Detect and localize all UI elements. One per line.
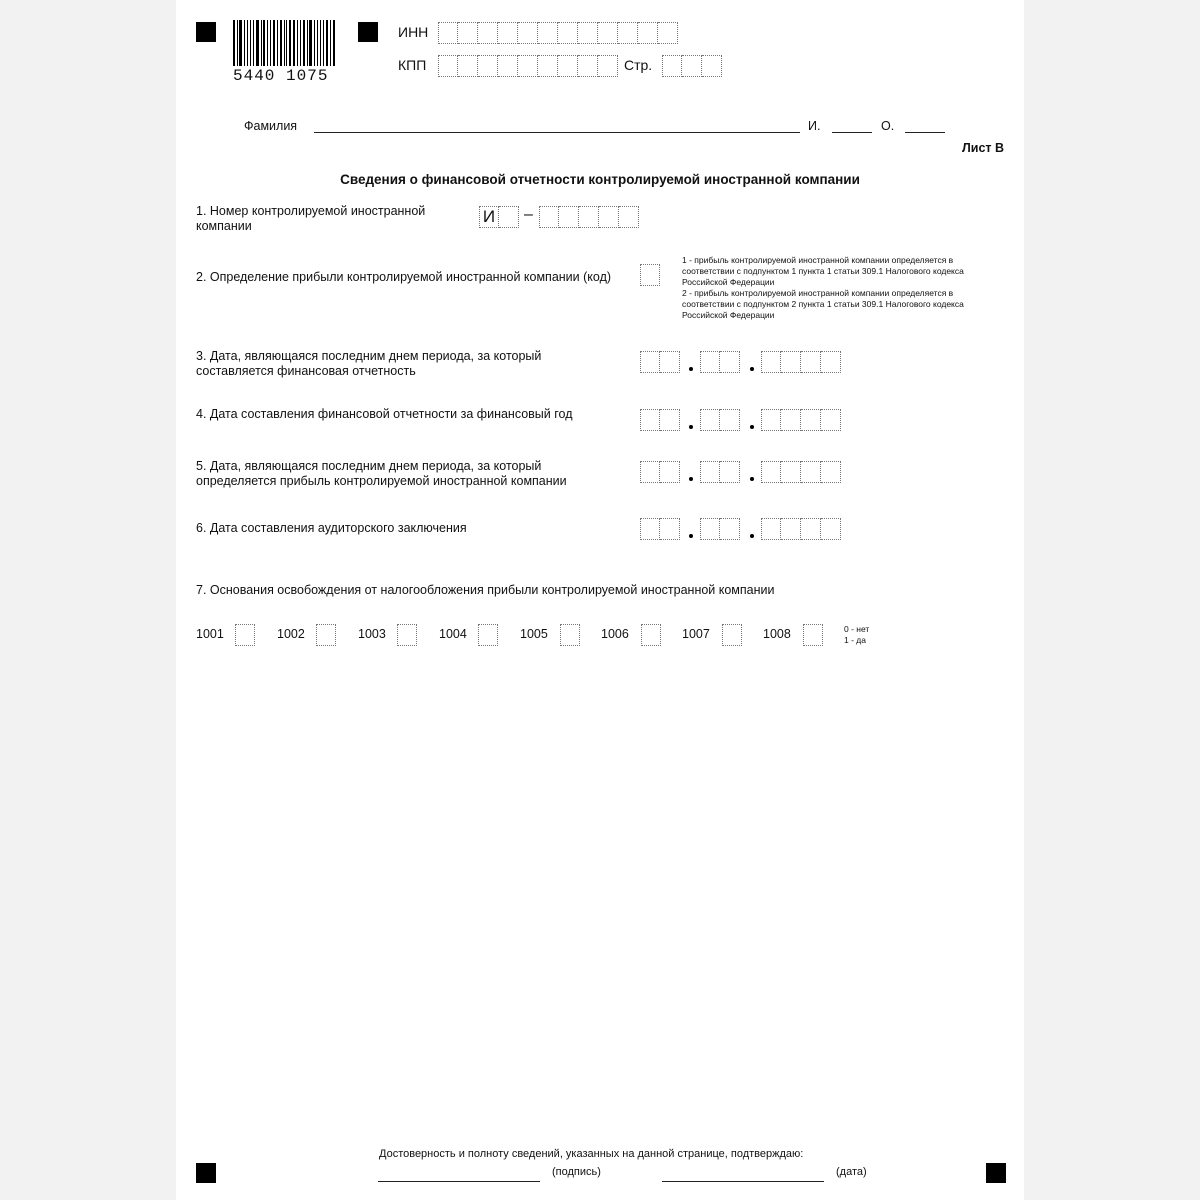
code-1002-label: 1002: [277, 627, 305, 641]
field-2-note-2: 2 - прибыль контролируемой иностранной компании определяется в соответствии с подпунктом 2 пункта 1 статьи 309.1 Налогового кодекса Российской Федерации: [682, 288, 964, 320]
code-1003-label: 1003: [358, 627, 386, 641]
code-1007-cell[interactable]: [722, 624, 742, 646]
code-1006-cell[interactable]: [641, 624, 661, 646]
code-1003-cell[interactable]: [397, 624, 417, 646]
initial-i-label: И.: [808, 119, 821, 133]
sheet-label: Лист В: [962, 141, 1005, 155]
surname-label: Фамилия: [244, 119, 298, 133]
code-1005-cell[interactable]: [560, 624, 580, 646]
page-number-label: Стр.: [624, 57, 653, 73]
field-1-prefix-cell: [479, 206, 519, 228]
barcode: [233, 20, 337, 66]
field-1-dash: –: [524, 206, 533, 223]
field-4-month-cells[interactable]: [700, 409, 740, 431]
code-1001-cell[interactable]: [235, 624, 255, 646]
code-1004-label: 1004: [439, 627, 467, 641]
code-1002-cell[interactable]: [316, 624, 336, 646]
code-1008-label: 1008: [763, 627, 791, 641]
code-1008-cell[interactable]: [803, 624, 823, 646]
field-5-year-cells[interactable]: [761, 461, 841, 483]
code-1001-label: 1001: [196, 627, 224, 641]
code-1006-label: 1006: [601, 627, 629, 641]
confirm-text: Достоверность и полноту сведений, указанных на данной странице, подтверждаю:: [379, 1148, 804, 1160]
field-3-label: 3. Дата, являющаяся последним днем периода, за который составляется финансовая отчетность: [196, 349, 542, 378]
field-3-year-cells[interactable]: [761, 351, 841, 373]
field-6-year-cells[interactable]: [761, 518, 841, 540]
surname-input-line[interactable]: [314, 132, 800, 133]
inn-cells[interactable]: [438, 22, 678, 44]
registration-marker-bottom-left: [196, 1163, 216, 1183]
barcode-number: 5440 1075: [233, 67, 329, 85]
form-page: [176, 0, 1024, 1200]
field-5-day-cells[interactable]: [640, 461, 680, 483]
date-line[interactable]: [662, 1181, 824, 1182]
form-title: Сведения о финансовой отчетности контролируемой иностранной компании: [340, 172, 860, 187]
signature-caption: (подпись): [552, 1166, 601, 1178]
inn-label: ИНН: [398, 24, 429, 40]
field-3-day-cells[interactable]: [640, 351, 680, 373]
initial-o-input-line[interactable]: [905, 132, 945, 133]
registration-marker-bottom-right: [986, 1163, 1006, 1183]
legend-no: 0 - нет: [844, 624, 870, 634]
field-2-label: 2. Определение прибыли контролируемой иностранной компании (код): [196, 270, 612, 284]
registration-marker-top-right: [358, 22, 378, 42]
signature-line[interactable]: [378, 1181, 540, 1182]
field-2-note-1: 1 - прибыль контролируемой иностранной компании определяется в соответствии с подпунктом 1 пункта 1 статьи 309.1 Налогового кодекса Российской Федерации: [682, 255, 964, 287]
legend-yes: 1 - да: [844, 635, 866, 645]
field-7-label: 7. Основания освобождения от налогообложения прибыли контролируемой иностранной компании: [196, 583, 775, 597]
field-5-month-cells[interactable]: [700, 461, 740, 483]
kpp-label: КПП: [398, 57, 427, 73]
field-4-year-cells[interactable]: [761, 409, 841, 431]
initial-o-label: О.: [881, 119, 895, 133]
kpp-cells[interactable]: [438, 55, 618, 77]
field-6-month-cells[interactable]: [700, 518, 740, 540]
code-1005-label: 1005: [520, 627, 548, 641]
code-1007-label: 1007: [682, 627, 710, 641]
field-4-label: 4. Дата составления финансовой отчетности за финансовый год: [196, 407, 573, 421]
code-1004-cell[interactable]: [478, 624, 498, 646]
field-6-day-cells[interactable]: [640, 518, 680, 540]
field-6-label: 6. Дата составления аудиторского заключения: [196, 521, 467, 535]
field-2-code-cell[interactable]: [640, 264, 660, 286]
date-caption: (дата): [836, 1166, 867, 1178]
field-1-number-cells[interactable]: [539, 206, 639, 228]
page-number-cells[interactable]: [662, 55, 722, 77]
field-1-label: 1. Номер контролируемой иностранной компании: [196, 204, 426, 233]
initial-i-input-line[interactable]: [832, 132, 872, 133]
field-1-prefix: И: [479, 206, 499, 228]
field-3-month-cells[interactable]: [700, 351, 740, 373]
field-4-day-cells[interactable]: [640, 409, 680, 431]
field-5-label: 5. Дата, являющаяся последним днем периода, за который определяется прибыль контролируемой иностранной компании: [196, 459, 567, 488]
registration-marker-top-left: [196, 22, 216, 42]
